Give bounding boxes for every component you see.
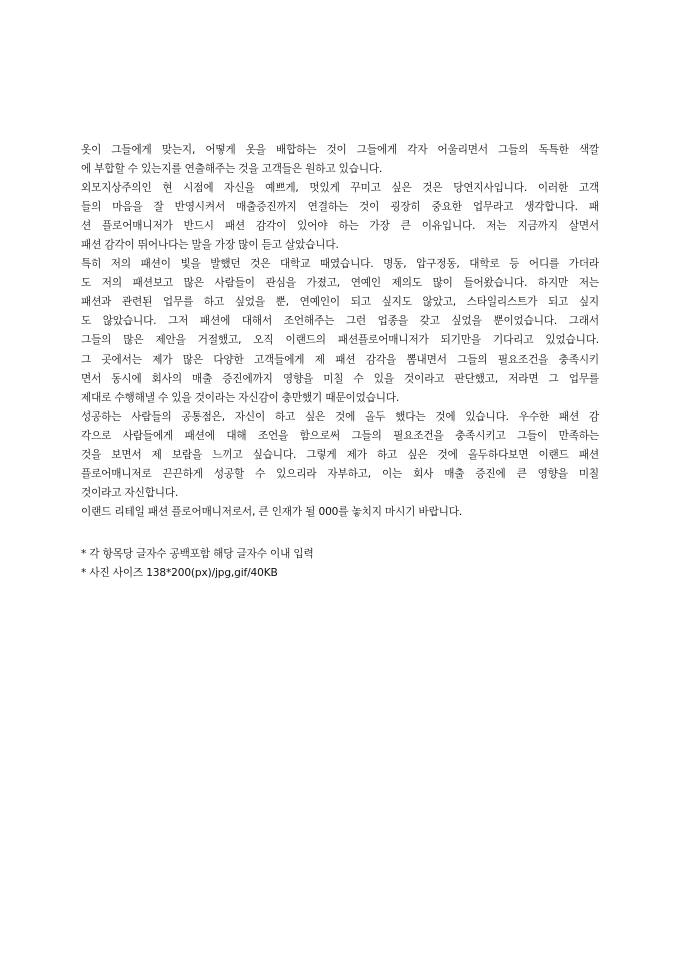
essay-line: 외모지상주의인 현 시점에 자신을 예쁘게, 멋있게 꾸미고 싶은 것은 당연지사입니다. 이러한 고객 [81, 182, 599, 195]
essay-line: 도 저의 패션보고 많은 사람들이 관심을 가졌고, 연예인 제의도 많이 들어왔습니다. 하지만 저는 [81, 277, 599, 290]
essay-line: 면서 동시에 회사의 매출 증진에까지 영향을 미칠 수 있을 것이라고 판단했고, 저라면 그 업무를 [81, 372, 599, 385]
essay-line: 것을 보면서 제 보람을 느끼고 싶습니다. 그렇게 제가 하고 싶은 것에 올두하다보면 이랜드 패션 [81, 448, 599, 461]
essay-line: 이랜드 리테일 패션 플로어매니저로서, 큰 인재가 될 000를 놓치지 마시기 바랍니다. [81, 505, 463, 518]
essay-line: 그들의 많은 제안을 거절했고, 오직 이랜드의 패션플로어매니저가 되기만을 기다리고 있었습니다. [81, 334, 599, 347]
essay-line: 특히 저의 패션이 빛을 발했던 것은 대학교 때였습니다. 명동, 압구정동, 대학로 등 어디를 가더라 [81, 258, 599, 271]
footnotes [81, 545, 599, 583]
essay-line: 성공하는 사람들의 공통점은, 자신이 하고 싶은 것에 올두 했다는 것에 있습니다. 우수한 패션 감 [81, 410, 599, 423]
essay-line: 패션 감각이 뛰어나다는 말을 가장 많이 듣고 살았습니다. [81, 239, 339, 252]
footnote-line: * 사진 사이즈 138*200(px)/jpg,gif/40KB [81, 567, 278, 579]
essay-line: 션 플로어매니저가 반드시 패션 감각이 있어야 하는 가장 큰 이유입니다. 저는 지금까지 살면서 [81, 220, 599, 233]
essay-line: 것이라고 자신합니다. [81, 486, 179, 499]
essay-line: 그 곳에서는 제가 많은 다양한 고객들에게 제 패션 감각을 뽐내면서 그들의 필요조건을 충족시키 [81, 353, 599, 366]
essay-body [81, 141, 599, 522]
essay-line: 제대로 수행해낼 수 있을 것이라는 자신감이 충만했기 때문이었습니다. [81, 391, 400, 404]
footnote-line: * 각 항목당 글자수 공백포함 해당 글자수 이내 입력 [81, 548, 314, 560]
essay-line: 패션과 관련된 업무를 하고 싶었을 뿐, 연예인이 되고 싶지도 않았고, 스타일리스트가 되고 싶지 [81, 296, 599, 309]
essay-line: 옷이 그들에게 맞는지, 어떻게 옷을 배합하는 것이 그들에게 각자 어울리면서 그들의 독특한 색깔 [81, 144, 599, 156]
essay-line: 각으로 사람들에게 패션에 대해 조언을 함으로써 그들의 필요조건을 충족시키고 그들이 만족하는 [81, 429, 599, 442]
essay-line: 플로어매니저로 끈끈하게 성공할 수 있으리라 자부하고, 이는 회사 매출 증진에 큰 영향을 미칠 [81, 467, 599, 480]
essay-line: 도 않았습니다. 그저 패션에 대해서 조언해주는 그런 업종을 갖고 싶었을 뿐이었습니다. 그래서 [81, 315, 599, 328]
essay-line: 에 부합할 수 있는지를 연출해주는 것을 고객들은 원하고 있습니다. [81, 163, 383, 176]
essay-line: 들의 마음을 잘 반영시켜서 매출증진까지 연결하는 것이 굉장히 중요한 업무라고 생각합니다. 패 [81, 201, 599, 214]
